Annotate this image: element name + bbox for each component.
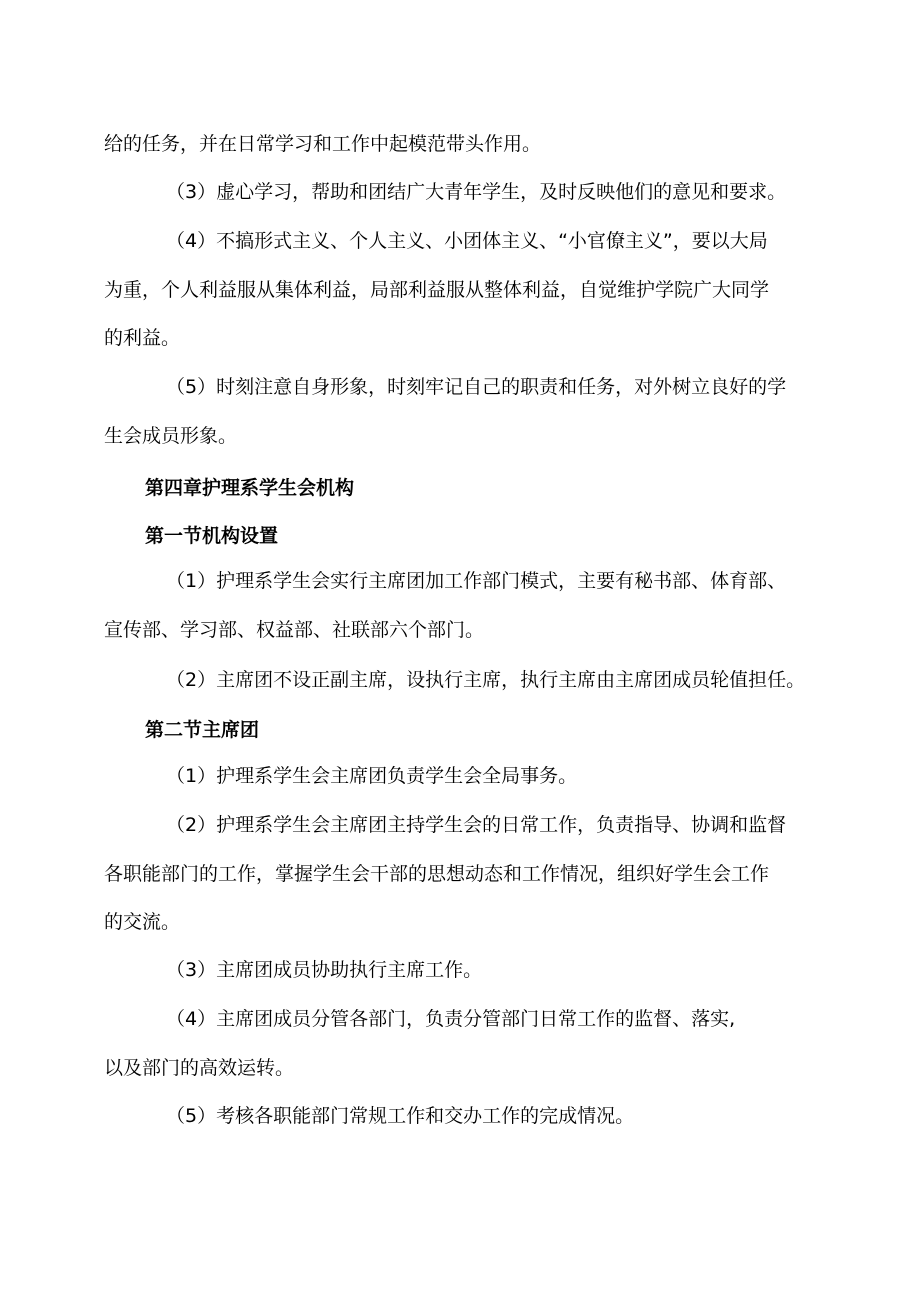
chapter-heading: 第四章护理系学生会机构	[145, 477, 355, 499]
paragraph-item-5	[104, 363, 824, 460]
text-line: （4）主席团成员分管各部门，负责分管部门日常工作的监督、落实,	[166, 1008, 736, 1030]
paragraph-presidium-item-3	[104, 946, 824, 995]
text-line: 宣传部、学习部、权益部、社联部六个部门。	[104, 618, 485, 641]
paragraph-structure-item-1	[104, 557, 824, 654]
text-line: 的利益。	[104, 327, 181, 349]
paragraph-presidium-item-4	[104, 995, 824, 1092]
paragraph-presidium-item-1	[104, 752, 824, 801]
paragraph-presidium-item-2	[104, 801, 824, 947]
text-line: （2）护理系学生会主席团主持学生会的日常工作，负责指导、协调和监督	[166, 814, 787, 836]
text-line: 为重，个人利益服从集体利益，局部利益服从整体利益，自觉维护学院广大同学	[104, 278, 770, 301]
text-line: 以及部门的高效运转。	[104, 1056, 295, 1079]
paragraph-item-3	[104, 168, 824, 217]
text-line: 生会成员形象。	[104, 424, 238, 447]
text-line: （2）主席团不设正副主席，设执行主席，执行主席由主席团成员轮值担任。	[166, 669, 806, 691]
text-line: 给的任务，并在日常学习和工作中起模范带头作用。	[104, 133, 542, 155]
text-line: （5）时刻注意自身形象，时刻牢记自己的职责和任务，对外树立良好的学	[166, 376, 787, 398]
paragraph-item-4	[104, 217, 824, 363]
text-line: 的交流。	[104, 911, 181, 933]
text-line: （3）主席团成员协助执行主席工作。	[166, 959, 483, 981]
section-heading-presidium: 第二节主席团	[145, 719, 260, 741]
text-line: （1）护理系学生会主席团负责学生会全局事务。	[166, 765, 578, 787]
text-line: （5）考核各职能部门常规工作和交办工作的完成情况。	[166, 1105, 635, 1127]
paragraph-presidium-item-5	[104, 1092, 824, 1141]
text-line: （3）虚心学习，帮助和团结广大青年学生，及时反映他们的意见和要求。	[166, 181, 787, 203]
text-line: （4）不搞形式主义、个人主义、小团体主义、“小官僚主义”，要以大局	[166, 230, 768, 252]
section-heading-structure: 第一节机构设置	[145, 525, 279, 547]
paragraph-duty-continuation	[104, 120, 824, 169]
paragraph-structure-item-2	[104, 656, 824, 705]
text-line: （1）护理系学生会实行主席团加工作部门模式，主要有秘书部、体育部、	[166, 570, 787, 592]
text-line: 各职能部门的工作，掌握学生会干部的思想动态和工作情况，组织好学生会工作	[104, 862, 770, 885]
